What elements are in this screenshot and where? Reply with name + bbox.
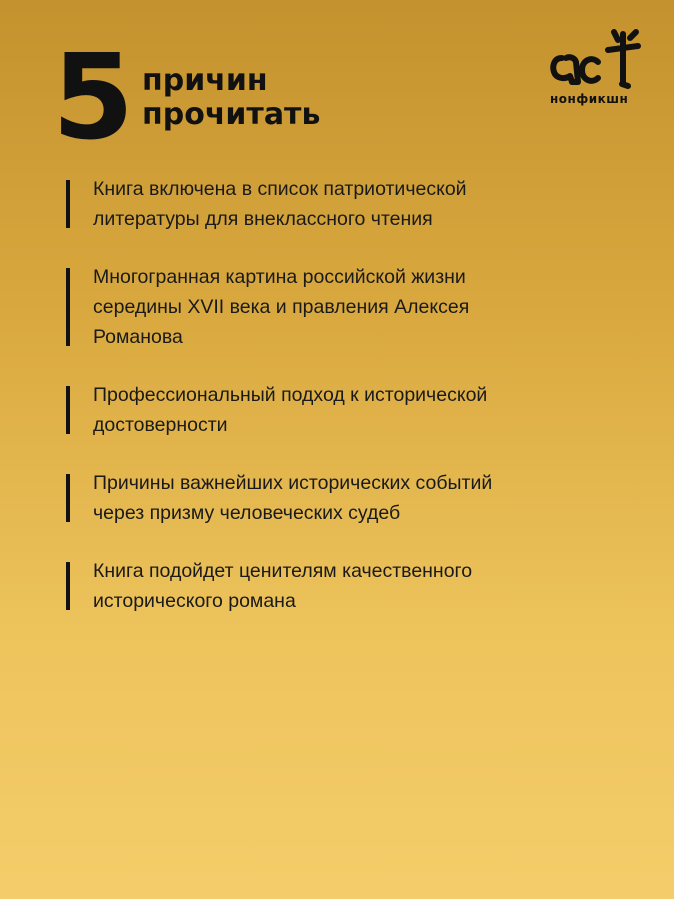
ast-logo-mark-icon [548,28,648,92]
header [52,28,472,166]
reasons-count: 5 [52,28,133,166]
title-line-1: причин [142,63,268,98]
reason-item [66,468,546,528]
title-line-2: прочитать [142,97,321,132]
reason-item [66,556,546,616]
reason-text: Многогранная картина российской жизни середины XVII века и правления Алексея Романова [93,266,470,348]
reason-text: Книга подойдет ценителям качественного исторического романа [93,560,473,612]
reason-text: Профессиональный подход к исторической достоверности [93,384,488,436]
publisher-logo [548,28,648,114]
reason-item [66,380,546,440]
logo-subtitle: нонфикшн [550,92,629,106]
bullet-bar [66,268,70,346]
reason-item [66,262,546,352]
reason-text: Причины важнейших исторических событий через призму человеческих судеб [93,472,493,524]
bullet-bar [66,474,70,522]
reasons-list [66,174,546,644]
bullet-bar [66,180,70,228]
reason-item [66,174,546,234]
bullet-bar [66,562,70,610]
bullet-bar [66,386,70,434]
reason-text: Книга включена в список патриотической литературы для внеклассного чтения [93,178,467,230]
